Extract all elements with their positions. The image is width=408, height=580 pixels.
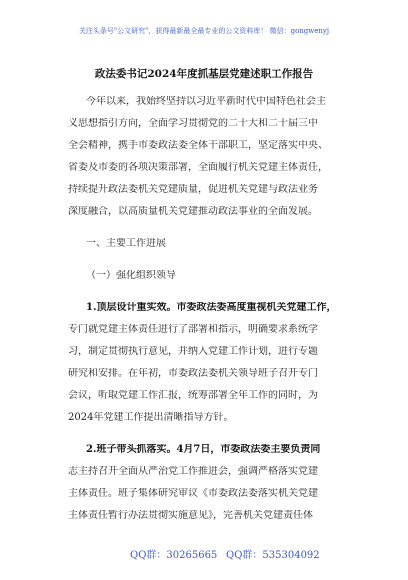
section-heading: 一、主要工作进展 [86, 238, 166, 249]
footer-qq-group-2: QQ群：535304092 [226, 550, 320, 561]
body-line: 会议，听取党建工作汇报，统筹部署全年工作的同时，为 [68, 390, 318, 401]
body-line: 习，制定贯彻执行意见，并纳入党建工作计划，进行专题 [68, 346, 318, 357]
body-line: 主体责任暂行办法贯彻实施意见》，完善机关党建责任体 [68, 510, 313, 521]
footer-qq-group-1: QQ群：30265665 [130, 550, 218, 561]
body-line: 深度融合，以高质量机关党建推动政法事业的全面发展。 [68, 206, 318, 217]
body-line: 义思想指引方向，全面学习贯彻党的二十大和二十届三中 [68, 118, 318, 129]
body-line: 2024年党建工作提出清晰指导方针。 [68, 412, 234, 423]
body-line: 志主持召开全面从严治党工作推进会，强调严格落实党建 [68, 466, 318, 477]
body-line: 主体责任。班子集体研究审议《市委政法委落实机关党建 [68, 488, 318, 499]
body-line-bold-lead: 2.班子带头抓落实。4月7日，市委政法委主要负责同 [86, 444, 321, 455]
body-line-bold-lead: 1.顶层设计重实效。市委政法委高度重视机关党建工作， [86, 302, 337, 313]
body-line: 研究和安排。在年初，市委政法委机关领导班子召开专门 [68, 368, 318, 379]
body-line: 持续提升政法委机关党建质量，促进机关党建与政法业务 [68, 184, 318, 195]
body-line: 今年以来，我始终坚持以习近平新时代中国特色社会主 [86, 96, 326, 107]
body-line: 全会精神，携手市委政法委全体干部职工，坚定落实中央、 [68, 140, 328, 151]
subsection-heading: （一）强化组织领导 [86, 270, 176, 281]
document-title: 政法委书记2024年度抓基层党建述职工作报告 [94, 68, 314, 80]
body-line: 省委及市委的各项决策部署，全面履行机关党建主体责任， [68, 162, 328, 173]
body-line: 专门就党建主体责任进行了部署和指示，明确要求系统学 [68, 324, 318, 335]
promo-header: 关注头条号"公文研究"，获得最新最全最专业的公文资料库！ 微信：gongwenyj [78, 27, 330, 35]
